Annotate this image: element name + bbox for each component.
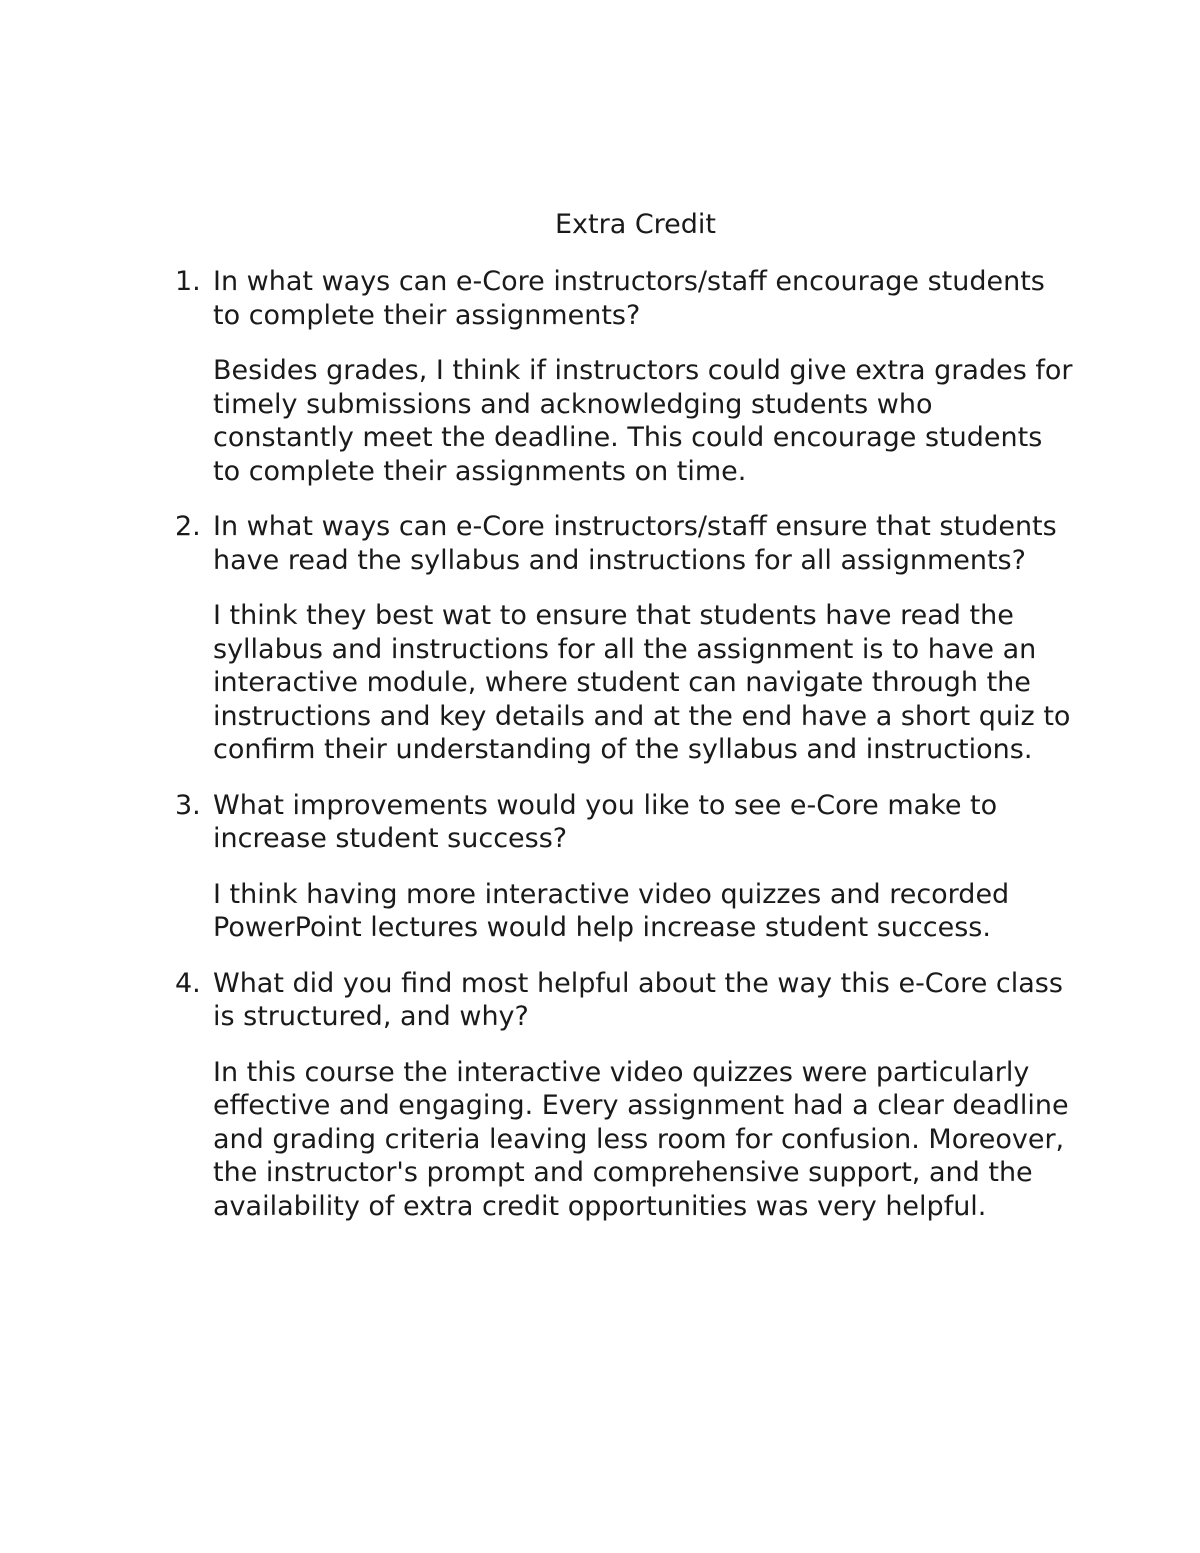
question-text: In what ways can e-Core instructors/staff ensure that students have read the syllabus and instructions for all assignments? <box>213 511 1057 576</box>
answer-text: I think having more interactive video quizzes and recorded PowerPoint lectures would help increase student success. <box>213 878 1010 943</box>
answer-text: Besides grades, I think if instructors could give extra grades for timely submissions and acknowledging students who constantly meet the deadline. This could encourage students to complete their assignments on time. <box>213 355 1073 487</box>
question-text: In what ways can e-Core instructors/staff encourage students to complete their assignments? <box>213 266 1045 331</box>
answer-text: In this course the interactive video quizzes were particularly effective and engaging. Every assignment had a clear deadline and grading criteria leaving less room for confusion. Moreover, the instructor's prompt and comprehensive support, and the availability of extra credit opportunities was very helpful. <box>213 1056 1069 1222</box>
list-item <box>175 789 1073 945</box>
list-item <box>175 967 1073 1224</box>
item-number: 3. <box>175 789 201 821</box>
item-number: 2. <box>175 511 201 542</box>
page-title: Extra Credit <box>554 209 717 240</box>
item-number: 1. <box>175 266 201 297</box>
list-item <box>175 265 1073 488</box>
question-list <box>175 265 1073 1245</box>
item-number: 4. <box>175 967 201 999</box>
question-text: What did you find most helpful about the way this e-Core class is structured, and why? <box>213 967 1063 1032</box>
question-text: What improvements would you like to see e-Core make to increase student success? <box>213 789 998 854</box>
list-item <box>175 510 1073 767</box>
answer-text: I think they best wat to ensure that students have read the syllabus and instructions for all the assignment is to have an interactive module, where student can navigate through the instructions and key details and at the end have a short quiz to confirm their understanding of the syllabus and instructions. <box>213 600 1071 765</box>
